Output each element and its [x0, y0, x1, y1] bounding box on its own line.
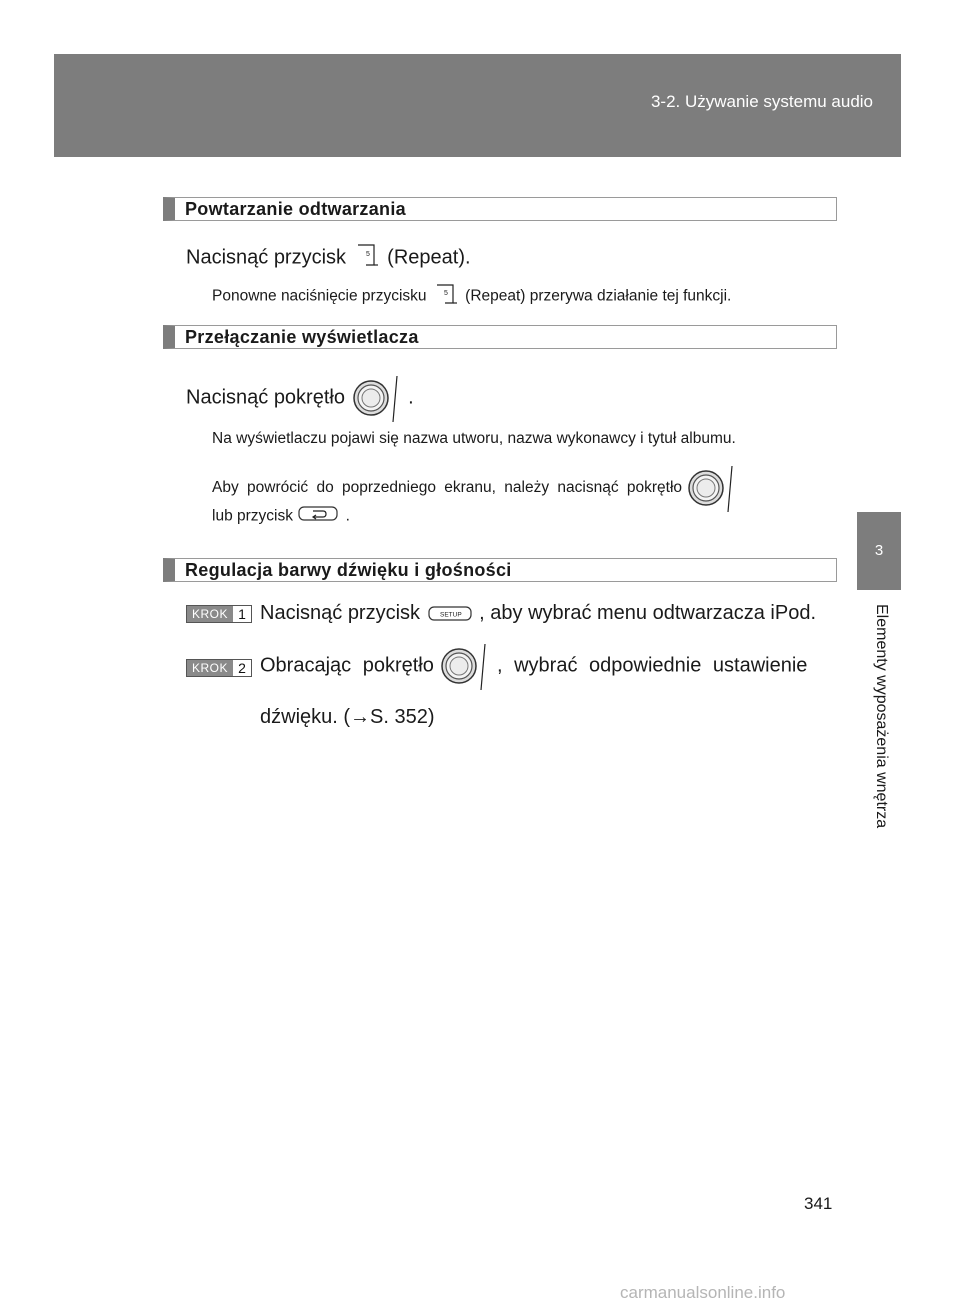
- setup-button-icon: [426, 604, 474, 624]
- watermark: carmanualsonline.info: [620, 1283, 786, 1302]
- knob-icon: [439, 640, 491, 692]
- instruction-display: Nacisnąć pokrętło .: [186, 372, 414, 424]
- instruction-repeat: Nacisnąć przycisk 5 (Repeat).: [186, 243, 471, 273]
- svg-text:5: 5: [365, 251, 370, 258]
- header-band: [54, 54, 901, 157]
- section-heading-repeat: Powtarzanie odtwarzania: [163, 197, 837, 221]
- header-title: 3-2. Używanie systemu audio: [650, 92, 873, 111]
- step-1-text: Nacisnąć przycisk SETUP , aby wybrać menu odtwarzacza iPod.: [260, 602, 816, 624]
- step-badge-2: KROK 2: [186, 659, 252, 677]
- step-badge-1: KROK 1: [186, 605, 252, 623]
- svg-text:5: 5: [443, 290, 448, 297]
- step-2-text-cont: dźwięku. (→S. 352): [260, 706, 435, 728]
- note-display-3: lub przycisk .: [212, 505, 350, 528]
- repeat-button-icon: [431, 283, 461, 310]
- knob-icon: [686, 462, 738, 514]
- chapter-tab: 3: [857, 512, 901, 590]
- section-heading-display: Przełączanie wyświetlacza: [163, 325, 837, 349]
- note-display-2: Aby powrócić do poprzedniego ekranu, należy nacisnąć pokrętło: [212, 462, 837, 514]
- note-display-1: Na wyświetlaczu pojawi się nazwa utworu, nazwa wykonawcy i tytuł albumu.: [212, 430, 736, 447]
- repeat-button-icon: [352, 243, 382, 273]
- page-number: 341: [804, 1194, 833, 1213]
- note-repeat: Ponowne naciśnięcie przycisku 5 (Repeat) przerywa działanie tej funkcji.: [212, 283, 731, 310]
- chapter-label: Elementy wyposażenia wnętrza: [873, 604, 890, 829]
- back-button-icon: [297, 505, 341, 528]
- section-heading-sound: Regulacja barwy dźwięku i głośności: [163, 558, 837, 582]
- knob-icon: [351, 372, 403, 424]
- svg-text:SETUP: SETUP: [439, 611, 462, 619]
- step-2-text: Obracając pokrętło , wybrać odpowiednie ustawienie: [260, 640, 838, 692]
